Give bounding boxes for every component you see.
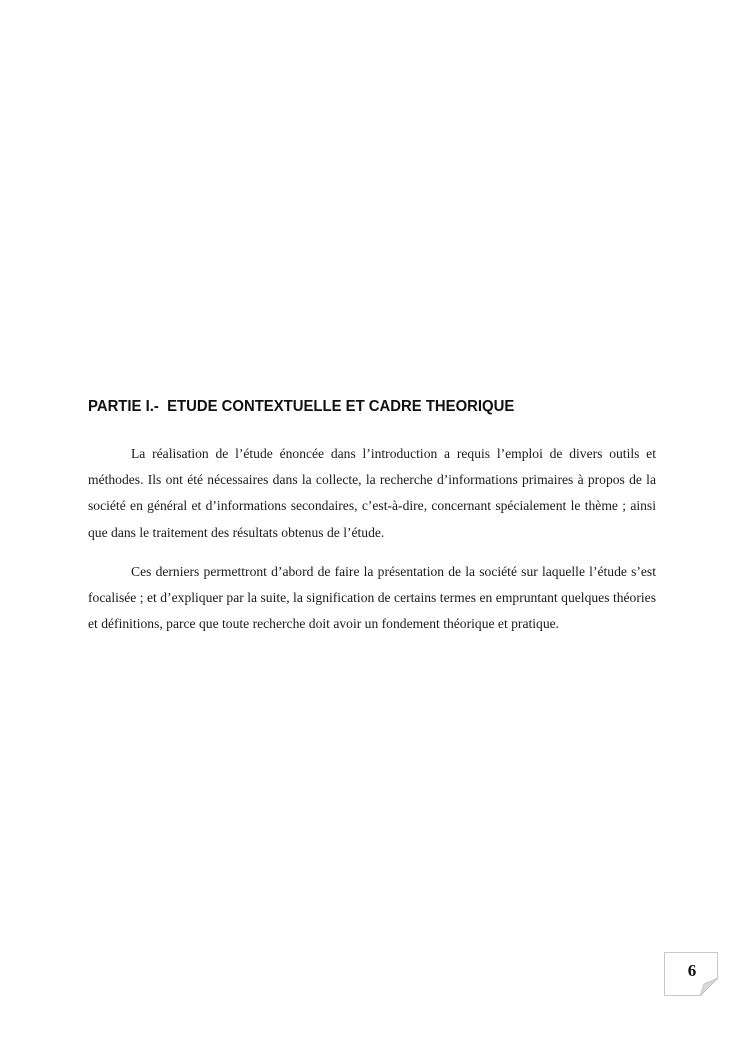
section-heading: PARTIE I.- ETUDE CONTEXTUELLE ET CADRE THEORIQUE — [88, 398, 515, 415]
page-curl-icon — [700, 978, 718, 996]
paragraph-presentation-theory: Ces derniers permettront d’abord de faire la présentation de la société sur laquelle l’étude s’est focalisée ; et d’expliquer par la suite, la signification de certains termes en empruntant quelques théories et définitions, parce que toute recherche doit avoir un fondement théorique et pratique. — [88, 564, 656, 632]
page-number-box — [664, 952, 718, 996]
page-number: 6 — [687, 961, 697, 980]
paragraph-introduction-methods: La réalisation de l’étude énoncée dans l’introduction a requis l’emploi de divers outils et méthodes. Ils ont été nécessaires dans la collecte, la recherche d’informations primaires à propos de la société en général et d’informations secondaires, c’est-à-dire, concernant spécialement le thème ; ainsi que dans le traitement des résultats obtenus de l’étude. — [88, 446, 656, 540]
